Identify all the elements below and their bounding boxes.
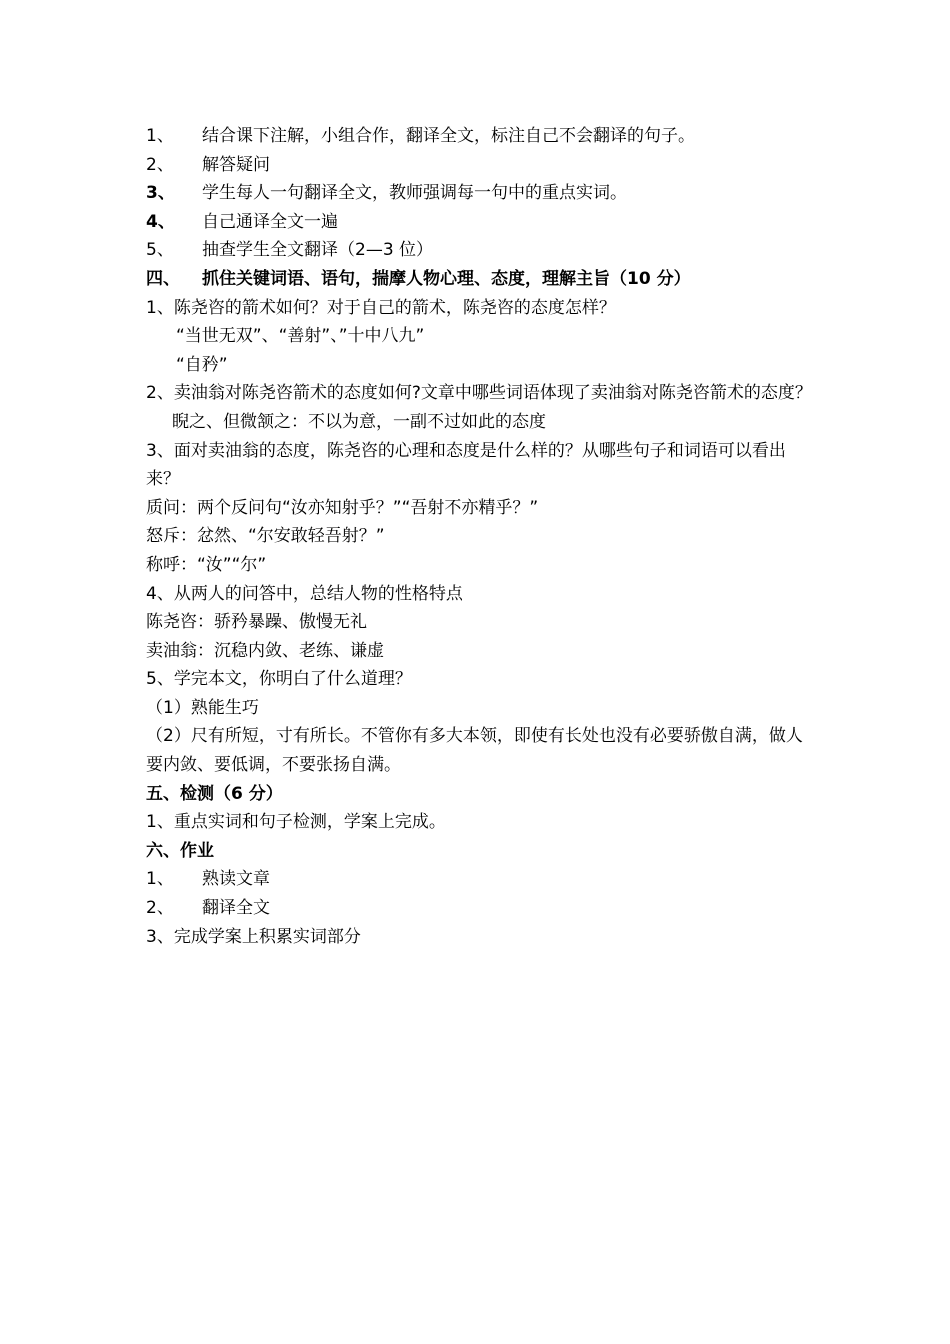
list-item: 1、重点实词和句子检测，学案上完成。 [146,812,446,833]
question-4: 4、从两人的问答中，总结人物的性格特点 [146,583,463,604]
answer-text: （2）尺有所短，寸有所长。不管你有多大本领，即使有长处也没有必要骄傲自满，做人要内敛、要低调，不要张扬自满。 [146,726,803,776]
item-number: 1、 [146,126,174,146]
item-number: 4、 [146,211,175,232]
question-1: 1、陈尧咨的箭术如何？对于自己的箭术，陈尧咨的态度怎样？ [146,297,616,318]
item-text: 学生每人一句翻译全文，教师强调每一句中的重点实词。 [202,183,627,204]
item-text: 抽查学生全文翻译（2—3 位） [202,240,434,261]
list-item [146,208,816,237]
item-text: 解答疑问 [202,154,270,175]
answer-text: 卖油翁：沉稳内敛、老练、谦虚 [146,640,384,661]
list-item [146,236,816,265]
answer-text: 质问：两个反问句“汝亦知射乎？”“吾射不亦精乎？” [146,497,539,518]
item-text: 结合课下注解，小组合作，翻译全文，标注自己不会翻译的句子。 [202,126,695,146]
section-heading-6: 六、作业 [146,840,214,861]
section-title: 抓住关键词语、语句，揣摩人物心理、态度，理解主旨（10 分） [202,268,691,289]
answer-text: “自矜” [176,354,228,375]
answer-text: （1）熟能生巧 [146,697,259,718]
item-number: 3、 [146,183,175,204]
list-item [146,151,816,180]
question-5: 5、学完本文，你明白了什么道理？ [146,669,412,690]
item-text: 自己通译全文一遍 [202,211,338,232]
question-2: 2、卖油翁对陈尧咨箭术的态度如何?文章中哪些词语体现了卖油翁对陈尧咨箭术的态度？ [146,383,812,404]
list-item [146,894,816,923]
section-heading-5: 五、检测（6 分） [146,783,283,804]
answer-text: “当世无双”、“善射”、”十中八九” [176,326,425,347]
item-text: 熟读文章 [202,869,270,890]
list-item: 3、完成学案上积累实词部分 [146,926,361,947]
list-item [146,122,816,151]
list-item [146,179,816,208]
item-number: 5、 [146,240,174,261]
answer-text: 怒斥：忿然、“尔安敢轻吾射？” [146,526,385,547]
item-number: 2、 [146,898,174,919]
section-heading-4 [146,265,816,294]
document-body [146,122,816,951]
item-number: 2、 [146,154,174,175]
answer-text: 称呼：“汝”“尔” [146,554,267,575]
question-3: 3、面对卖油翁的态度，陈尧咨的心理和态度是什么样的？从哪些句子和词语可以看出来？ [146,440,786,490]
list-item [146,865,816,894]
item-text: 翻译全文 [202,898,270,919]
answer-text: 睨之、但微颔之：不以为意，一副不过如此的态度 [172,411,546,432]
answer-text: 陈尧咨：骄矜暴躁、傲慢无礼 [146,612,367,633]
item-number: 1、 [146,869,174,890]
section-number: 四、 [146,268,180,289]
